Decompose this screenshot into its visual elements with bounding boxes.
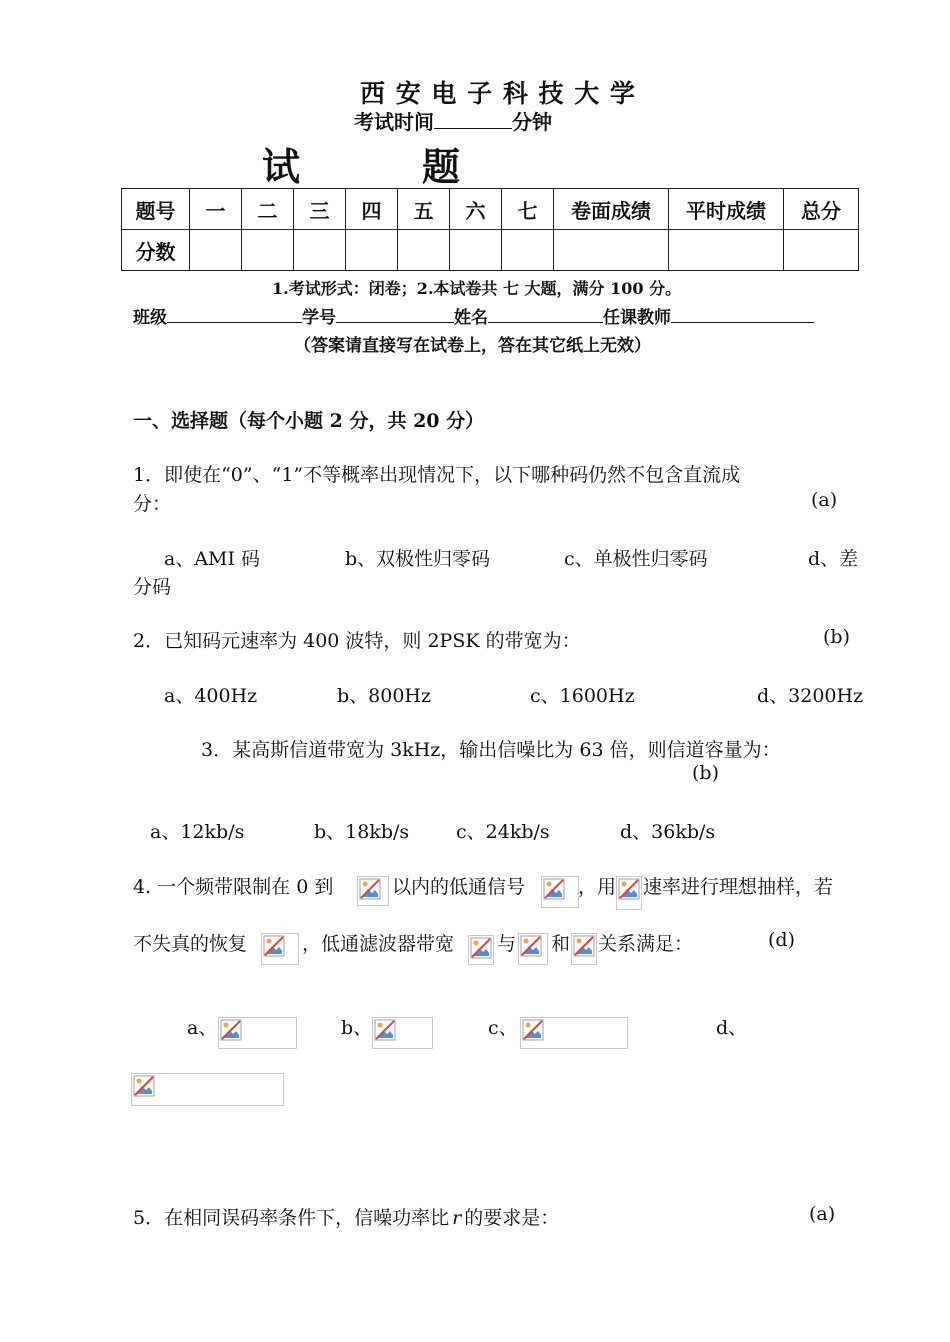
question-4-option-a: a、 [187, 1017, 218, 1039]
formula-image [571, 933, 597, 965]
score-cell[interactable] [502, 230, 554, 271]
broken-image-icon [573, 935, 595, 957]
formula-image [261, 933, 299, 965]
question-4-seg5: 不失真的恢复 [133, 933, 248, 955]
question-4-answer: (d) [768, 929, 795, 951]
score-table-score-row [122, 230, 859, 271]
question-4-seg2: 以内的低通信号 [392, 876, 526, 898]
score-table [121, 188, 859, 271]
question-4-option-c: c、 [488, 1017, 518, 1039]
broken-image-icon [359, 878, 381, 900]
table-col-header: 四 [346, 189, 398, 230]
question-4-seg9: 关系满足： [598, 933, 694, 955]
exam-time-prefix: 考试时间 [354, 110, 434, 134]
formula-image [372, 1017, 433, 1049]
table-col-header: 三 [294, 189, 346, 230]
question-3-text: 3．某高斯信道带宽为 3kHz，输出信噪比为 63 倍，则信道容量为： [201, 739, 781, 761]
question-1-option-b: b、双极性归零码 [345, 548, 491, 570]
score-cell[interactable] [190, 230, 242, 271]
teacher-field[interactable] [671, 305, 814, 323]
score-cell[interactable] [784, 230, 859, 271]
broken-image-icon [520, 935, 542, 957]
question-1-option-d: d、差 [808, 548, 859, 570]
student-id-label: 学号 [302, 308, 336, 328]
question-4-seg7: 与 [497, 933, 517, 955]
score-cell[interactable] [669, 230, 784, 271]
question-1-line1: 1．即使在“0”、“1”不等概率出现情况下，以下哪种码仍然不包含直流成 [133, 464, 741, 486]
question-4-seg4: 速率进行理想抽样，若 [643, 876, 834, 898]
formula-image [520, 1017, 628, 1049]
name-field[interactable] [488, 305, 603, 323]
question-2-option-b: b、800Hz [337, 685, 432, 707]
question-3-answer: (b) [692, 762, 719, 784]
broken-image-icon [618, 878, 640, 900]
teacher-label: 任课教师 [603, 308, 671, 328]
question-5-variable: r [452, 1207, 462, 1229]
broken-image-icon [374, 1019, 396, 1041]
question-4-seg3: ，用 [578, 876, 617, 898]
question-4-seg8: 和 [551, 933, 571, 955]
score-cell[interactable] [398, 230, 450, 271]
formula-image [218, 1017, 297, 1049]
question-2-option-d: d、3200Hz [757, 685, 864, 707]
page-title-left: 试 [262, 145, 301, 189]
student-id-field[interactable] [336, 305, 454, 323]
question-2-option-a: a、400Hz [164, 685, 258, 707]
question-3-option-d: d、36kb/s [620, 821, 716, 843]
score-cell[interactable] [242, 230, 294, 271]
table-col-header: 一 [190, 189, 242, 230]
question-2-text: 2．已知码元速率为 400 波特，则 2PSK 的带宽为： [133, 630, 581, 652]
broken-image-icon [522, 1019, 544, 1041]
score-cell[interactable] [554, 230, 669, 271]
question-5-text [133, 1203, 559, 1230]
section-heading: 一、选择题（每个小题 2 分，共 20 分） [133, 410, 485, 432]
formula-image [131, 1073, 284, 1106]
table-col-header: 卷面成绩 [554, 189, 669, 230]
table-col-header: 二 [242, 189, 294, 230]
class-label: 班级 [133, 308, 167, 328]
table-row-label: 题号 [122, 189, 190, 230]
question-1-option-d-wrap: 分码 [133, 576, 172, 598]
table-col-header: 六 [450, 189, 502, 230]
table-col-header: 五 [398, 189, 450, 230]
table-col-header: 总分 [784, 189, 859, 230]
score-table-header-row [122, 189, 859, 230]
question-1-line2: 分： [133, 493, 172, 515]
exam-note: 1.考试形式：闭卷；2.本试卷共 七 大题，满分 100 分。 [272, 279, 682, 298]
exam-time-blank [434, 111, 512, 129]
formula-image [468, 935, 494, 965]
table-row-label: 分数 [122, 230, 190, 271]
question-3-option-a: a、12kb/s [150, 821, 245, 843]
university-name: 西 安 电 子 科 技 大 学 [360, 79, 636, 108]
score-cell[interactable] [294, 230, 346, 271]
page-title-right: 题 [422, 145, 461, 189]
question-4-seg6: ，低通滤波器带宽 [302, 933, 455, 955]
formula-image [357, 876, 389, 906]
formula-image [616, 876, 642, 910]
broken-image-icon [470, 937, 492, 959]
score-cell[interactable] [346, 230, 398, 271]
broken-image-icon [133, 1075, 155, 1097]
student-info-line [133, 303, 814, 328]
question-5-text-a: 5．在相同误码率条件下，信噪功率比 [133, 1207, 450, 1229]
formula-image [518, 933, 548, 965]
broken-image-icon [220, 1019, 242, 1041]
score-cell[interactable] [450, 230, 502, 271]
broken-image-icon [263, 935, 285, 957]
question-2-answer: (b) [823, 626, 850, 648]
question-5-answer: (a) [809, 1203, 836, 1225]
question-4-seg1: 4. 一个频带限制在 0 到 [133, 876, 334, 898]
table-col-header: 平时成绩 [669, 189, 784, 230]
question-2-option-c: c、1600Hz [530, 685, 635, 707]
class-field[interactable] [167, 305, 302, 323]
answer-instruction: （答案请直接写在试卷上，答在其它纸上无效） [294, 336, 651, 356]
formula-image [541, 876, 579, 908]
question-3-option-c: c、24kb/s [456, 821, 550, 843]
question-1-answer: (a) [811, 489, 838, 511]
name-label: 姓名 [454, 308, 488, 328]
exam-time [354, 106, 552, 135]
question-3-option-b: b、18kb/s [314, 821, 410, 843]
question-4-option-d: d、 [716, 1017, 748, 1039]
question-4-option-b: b、 [341, 1017, 373, 1039]
exam-time-suffix: 分钟 [512, 110, 552, 134]
question-1-option-a: a、AMI 码 [164, 548, 261, 570]
question-1-option-c: c、单极性归零码 [564, 548, 708, 570]
broken-image-icon [543, 878, 565, 900]
table-col-header: 七 [502, 189, 554, 230]
question-5-text-b: 的要求是： [464, 1207, 560, 1229]
